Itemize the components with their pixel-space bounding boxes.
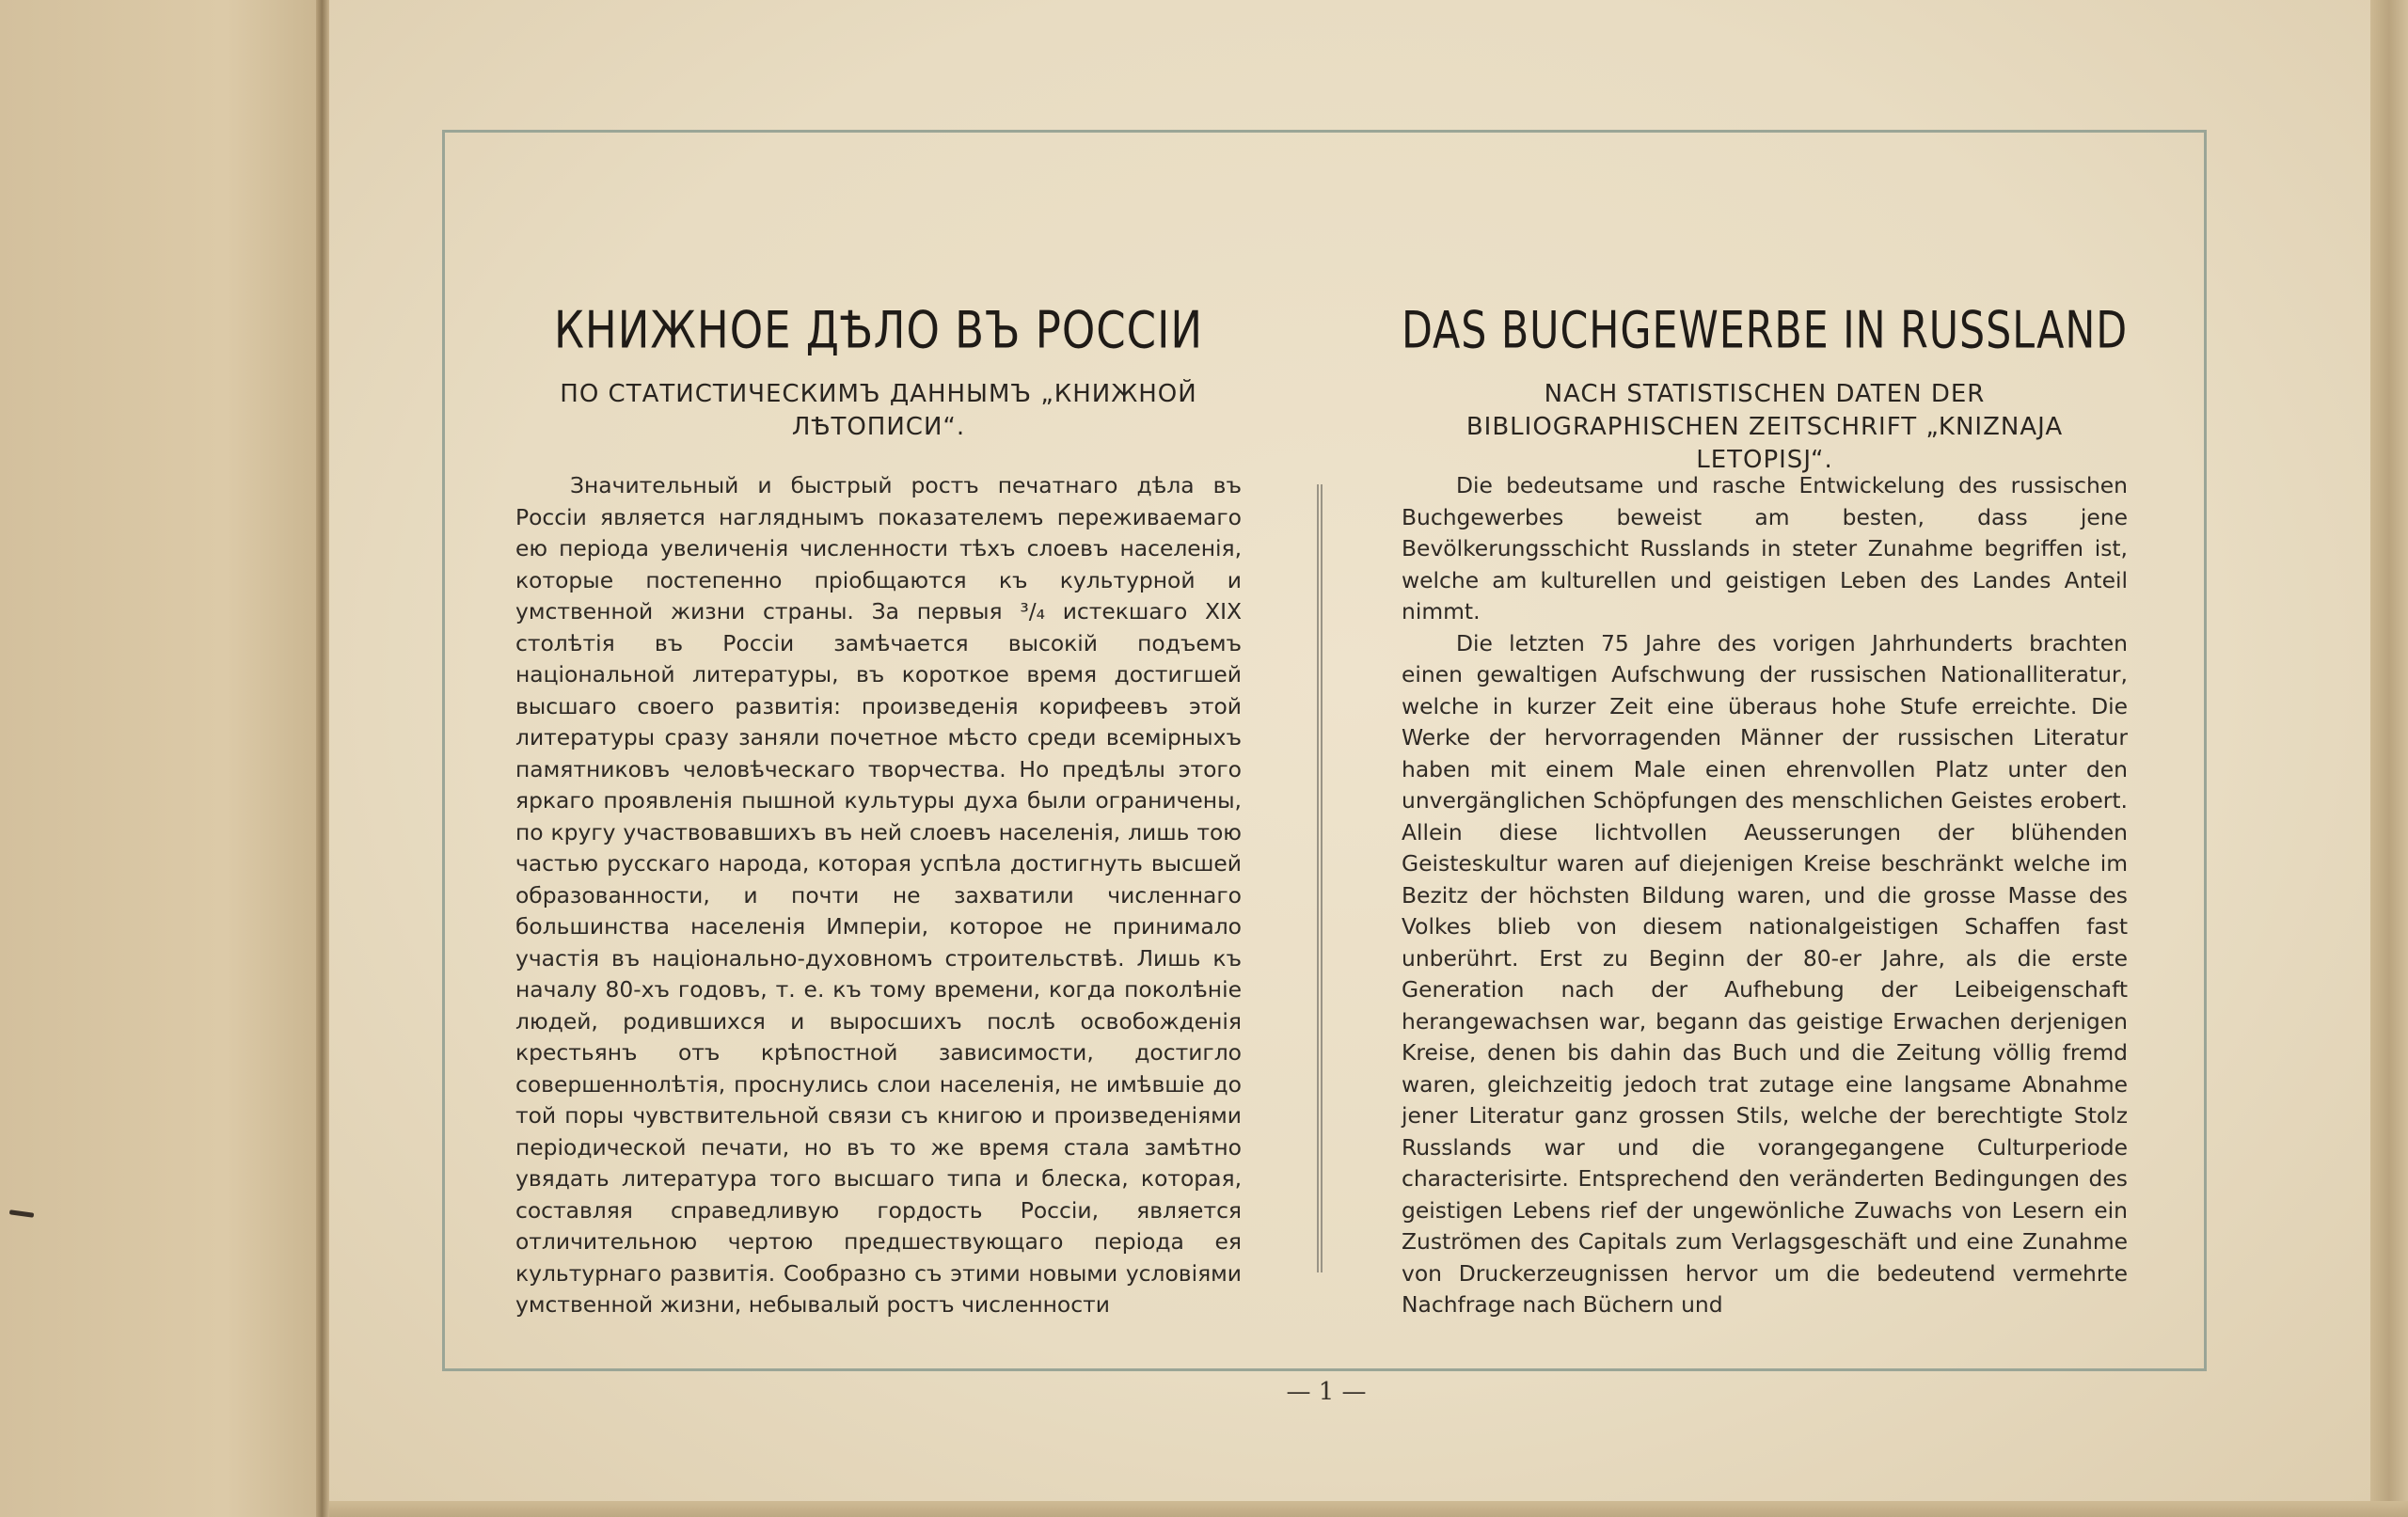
german-column — [1402, 301, 2128, 1321]
book-gutter — [316, 0, 329, 1517]
german-paragraph-1: Die bedeutsame und rasche Entwickelung des russischen Buchgewerbes beweist am besten, dass jene Bevölkerungsschicht Russlands in steter Zunahme begriffen ist, welche am kulturellen und geistigen Leben des Landes Anteil nimmt. — [1402, 472, 2128, 624]
russian-column — [515, 301, 1242, 1321]
russian-subtitle: ПО СТАТИСТИЧЕСКИМЪ ДАННЫМЪ „КНИЖНОЙ ЛѢТОПИСИ“. — [560, 380, 1197, 441]
russian-body — [515, 470, 1242, 1321]
german-title: DAS BUCHGEWERBE IN RUSSLAND — [1402, 300, 2129, 360]
russian-paragraph: Значительный и быстрый ростъ печатнаго дѣла въ Россiи является нагляднымъ показателемъ переживаемаго ею періода увеличенія численности тѣхъ слоевъ населенія, которые постепенно пріобщаются къ культурной и умственной жизни страны. За первыя ³/₄ истекшаго XIX столѣтія въ Россіи замѣчается высокій подъемъ національной литературы, въ короткое время достигшей высшаго своего развитія: произведенія корифеевъ этой литературы сразу заняли почетное мѣсто среди всемірныхъ памятниковъ человѣческаго творчества. Но предѣлы этого яркаго проявленія пышной культуры духа были ограничены, по кругу участвовавшихъ въ ней слоевъ населенія, лишь тою частью русскаго народа, которая успѣла достигнуть высшей образованности, и почти не захватили численнаго большинства населенія Имперіи, которое не принимало участія въ національно-духовномъ строительствѣ. Лишь къ началу 80-хъ годовъ, т. е. къ тому времени, когда поколѣніе людей, родившихся и выросшихъ послѣ освобожденія крестьянъ отъ крѣпостной зависимости, достигло совершеннолѣтія, проснулись слои населенія, не имѣвшіе до той поры чувствительной связи съ книгою и произведеніями періодической печати, но въ то же время стала замѣтно увядать литература того высшаго типа и блеска, которая, составляя справедливую гордость Россіи, является отличительною чертою предшествующаго періода ея культурнаго развитія. Сообразно съ этими новыми условіями умственной жизни, небывалый ростъ численности — [515, 472, 1242, 1318]
page-edge — [2370, 0, 2408, 1517]
page-number: — 1 — — [1286, 1378, 1367, 1406]
german-subtitle: NACH STATISTISCHEN DATEN DER BIBLIOGRAPHISCHEN ZEITSCHRIFT „KNIZNAJA LETOPISJ“. — [1465, 380, 2064, 474]
page-bottom-edge — [329, 1501, 2408, 1517]
column-divider — [1317, 484, 1323, 1272]
german-paragraph-2: Die letzten 75 Jahre des vorigen Jahrhunderts brachten einen gewaltigen Aufschwung der russischen Nationalliteratur, welche in kurzer Zeit eine überaus hohe Stufe erreichte. Die Werke der hervorragenden Männer der russischen Literatur haben mit einem Male einen ehrenvollen Platz unter den unvergänglichen Schöpfungen des menschlichen Geistes erobert. Allein diese lichtvollen Aeusserungen der blühenden Geisteskultur waren auf diejenigen Kreise beschränkt welche im Bezitz der höchsten Bildung waren, und die grosse Masse des Volkes blieb von diesem nationalgeistigen Schaffen fast unberührt. Erst zu Beginn der 80-er Jahre, als die erste Generation nach der Aufhebung der Leibeigenschaft herangewachsen war, begann das geistige Erwachen derjenigen Kreise, denen bis dahin das Buch und die Zeitung völlig fremd waren, gleichzeitig jedoch trat zutage eine langsame Abnahme jener Literatur ganz grossen Stils, welche der berechtigte Stolz Russlands war und die vorangegangene Culturperiode characterisirte. Entsprechend den veränderten Bedingungen des geistigen Lebens rief der ungewönliche Zuwachs von Lesern ein Zuströmen des Capitals zum Verlagsgeschäft und eine Zunahme von Druckerzeugnissen hervor um die bedeutend vermehrte Nachfrage nach Büchern und — [1402, 629, 2128, 1318]
russian-title: КНИЖНОЕ ДѢЛО ВЪ РОССIИ — [553, 300, 1204, 360]
german-body — [1402, 470, 2128, 1321]
facing-page — [0, 0, 323, 1517]
